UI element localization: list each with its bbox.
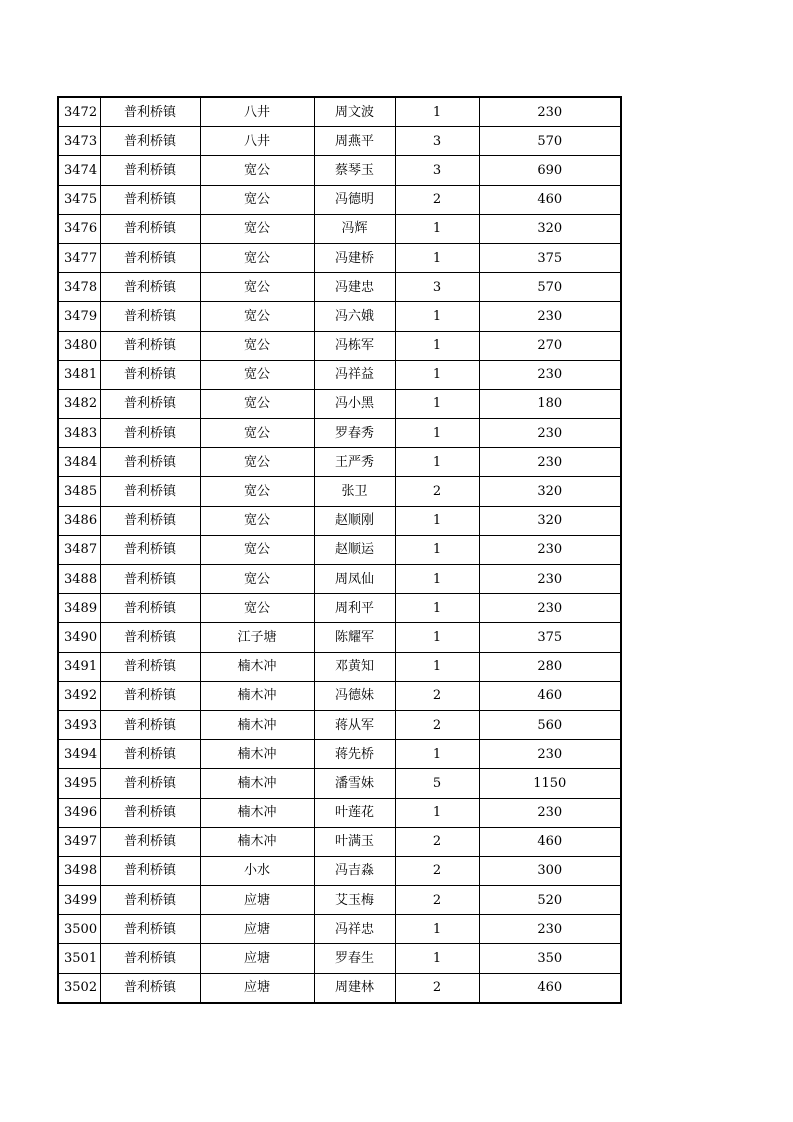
row-number-cell: 3493	[58, 710, 100, 739]
town-cell: 普利桥镇	[100, 769, 200, 798]
table-row	[58, 594, 621, 623]
name-cell: 赵顺运	[314, 535, 395, 564]
amount-cell: 230	[479, 740, 621, 769]
household-count-cell: 3	[395, 127, 479, 156]
row-number-cell: 3488	[58, 565, 100, 594]
town-cell: 普利桥镇	[100, 273, 200, 302]
town-cell: 普利桥镇	[100, 710, 200, 739]
household-count-cell: 2	[395, 856, 479, 885]
amount-cell: 570	[479, 127, 621, 156]
amount-cell: 230	[479, 360, 621, 389]
amount-cell: 460	[479, 681, 621, 710]
amount-cell: 300	[479, 856, 621, 885]
row-number-cell: 3481	[58, 360, 100, 389]
table-row	[58, 302, 621, 331]
town-cell: 普利桥镇	[100, 973, 200, 1003]
amount-cell: 230	[479, 302, 621, 331]
table-row	[58, 360, 621, 389]
table-row	[58, 915, 621, 944]
row-number-cell: 3473	[58, 127, 100, 156]
village-cell: 宽公	[200, 477, 314, 506]
village-cell: 宽公	[200, 214, 314, 243]
row-number-cell: 3472	[58, 97, 100, 127]
name-cell: 叶莲花	[314, 798, 395, 827]
amount-cell: 460	[479, 185, 621, 214]
town-cell: 普利桥镇	[100, 827, 200, 856]
name-cell: 罗春秀	[314, 419, 395, 448]
table-row	[58, 856, 621, 885]
row-number-cell: 3484	[58, 448, 100, 477]
village-cell: 宽公	[200, 185, 314, 214]
amount-cell: 230	[479, 97, 621, 127]
household-count-cell: 1	[395, 652, 479, 681]
town-cell: 普利桥镇	[100, 798, 200, 827]
row-number-cell: 3499	[58, 886, 100, 915]
amount-cell: 230	[479, 798, 621, 827]
household-count-cell: 5	[395, 769, 479, 798]
name-cell: 叶满玉	[314, 827, 395, 856]
amount-cell: 270	[479, 331, 621, 360]
amount-cell: 320	[479, 214, 621, 243]
row-number-cell: 3501	[58, 944, 100, 973]
village-cell: 楠木冲	[200, 681, 314, 710]
household-count-cell: 1	[395, 389, 479, 418]
table-row	[58, 127, 621, 156]
table-row	[58, 623, 621, 652]
town-cell: 普利桥镇	[100, 477, 200, 506]
amount-cell: 280	[479, 652, 621, 681]
row-number-cell: 3480	[58, 331, 100, 360]
table-row	[58, 565, 621, 594]
town-cell: 普利桥镇	[100, 535, 200, 564]
village-cell: 宽公	[200, 506, 314, 535]
table-row	[58, 243, 621, 272]
village-cell: 宽公	[200, 565, 314, 594]
town-cell: 普利桥镇	[100, 915, 200, 944]
village-cell: 楠木冲	[200, 827, 314, 856]
row-number-cell: 3478	[58, 273, 100, 302]
town-cell: 普利桥镇	[100, 389, 200, 418]
name-cell: 邓黄知	[314, 652, 395, 681]
amount-cell: 230	[479, 535, 621, 564]
name-cell: 罗春生	[314, 944, 395, 973]
household-count-cell: 2	[395, 886, 479, 915]
town-cell: 普利桥镇	[100, 681, 200, 710]
village-cell: 宽公	[200, 273, 314, 302]
amount-cell: 570	[479, 273, 621, 302]
amount-cell: 520	[479, 886, 621, 915]
amount-cell: 350	[479, 944, 621, 973]
town-cell: 普利桥镇	[100, 740, 200, 769]
amount-cell: 230	[479, 594, 621, 623]
table-row	[58, 506, 621, 535]
village-cell: 宽公	[200, 360, 314, 389]
village-cell: 小水	[200, 856, 314, 885]
name-cell: 冯六娥	[314, 302, 395, 331]
household-count-cell: 2	[395, 681, 479, 710]
amount-cell: 230	[479, 419, 621, 448]
household-count-cell: 1	[395, 740, 479, 769]
village-cell: 应塘	[200, 915, 314, 944]
row-number-cell: 3490	[58, 623, 100, 652]
table-row	[58, 97, 621, 127]
household-count-cell: 1	[395, 535, 479, 564]
data-table	[57, 96, 622, 1004]
row-number-cell: 3486	[58, 506, 100, 535]
name-cell: 周文波	[314, 97, 395, 127]
row-number-cell: 3502	[58, 973, 100, 1003]
household-count-cell: 1	[395, 565, 479, 594]
town-cell: 普利桥镇	[100, 623, 200, 652]
row-number-cell: 3487	[58, 535, 100, 564]
amount-cell: 320	[479, 506, 621, 535]
town-cell: 普利桥镇	[100, 886, 200, 915]
town-cell: 普利桥镇	[100, 214, 200, 243]
name-cell: 冯德明	[314, 185, 395, 214]
table-body	[58, 97, 621, 1003]
town-cell: 普利桥镇	[100, 652, 200, 681]
row-number-cell: 3498	[58, 856, 100, 885]
town-cell: 普利桥镇	[100, 856, 200, 885]
name-cell: 周利平	[314, 594, 395, 623]
amount-cell: 460	[479, 973, 621, 1003]
town-cell: 普利桥镇	[100, 506, 200, 535]
household-count-cell: 2	[395, 827, 479, 856]
table-row	[58, 477, 621, 506]
household-count-cell: 1	[395, 798, 479, 827]
town-cell: 普利桥镇	[100, 944, 200, 973]
row-number-cell: 3497	[58, 827, 100, 856]
household-count-cell: 1	[395, 214, 479, 243]
row-number-cell: 3495	[58, 769, 100, 798]
table-row	[58, 535, 621, 564]
row-number-cell: 3496	[58, 798, 100, 827]
name-cell: 冯辉	[314, 214, 395, 243]
household-count-cell: 1	[395, 302, 479, 331]
name-cell: 冯吉淼	[314, 856, 395, 885]
household-count-cell: 1	[395, 360, 479, 389]
household-count-cell: 1	[395, 448, 479, 477]
village-cell: 应塘	[200, 973, 314, 1003]
amount-cell: 230	[479, 448, 621, 477]
table-row	[58, 389, 621, 418]
household-count-cell: 1	[395, 944, 479, 973]
table-row	[58, 710, 621, 739]
row-number-cell: 3483	[58, 419, 100, 448]
row-number-cell: 3491	[58, 652, 100, 681]
name-cell: 冯建忠	[314, 273, 395, 302]
town-cell: 普利桥镇	[100, 127, 200, 156]
village-cell: 应塘	[200, 944, 314, 973]
household-count-cell: 2	[395, 185, 479, 214]
name-cell: 陈耀军	[314, 623, 395, 652]
town-cell: 普利桥镇	[100, 594, 200, 623]
table-row	[58, 798, 621, 827]
town-cell: 普利桥镇	[100, 331, 200, 360]
table-row	[58, 214, 621, 243]
town-cell: 普利桥镇	[100, 302, 200, 331]
town-cell: 普利桥镇	[100, 243, 200, 272]
row-number-cell: 3492	[58, 681, 100, 710]
table-row	[58, 448, 621, 477]
household-count-cell: 1	[395, 243, 479, 272]
village-cell: 楠木冲	[200, 740, 314, 769]
name-cell: 冯德妹	[314, 681, 395, 710]
amount-cell: 690	[479, 156, 621, 185]
row-number-cell: 3482	[58, 389, 100, 418]
amount-cell: 1150	[479, 769, 621, 798]
row-number-cell: 3494	[58, 740, 100, 769]
town-cell: 普利桥镇	[100, 419, 200, 448]
name-cell: 赵顺刚	[314, 506, 395, 535]
amount-cell: 375	[479, 243, 621, 272]
row-number-cell: 3479	[58, 302, 100, 331]
table-row	[58, 740, 621, 769]
row-number-cell: 3475	[58, 185, 100, 214]
table-row	[58, 827, 621, 856]
row-number-cell: 3500	[58, 915, 100, 944]
name-cell: 王严秀	[314, 448, 395, 477]
name-cell: 蔡琴玉	[314, 156, 395, 185]
town-cell: 普利桥镇	[100, 565, 200, 594]
household-count-cell: 1	[395, 97, 479, 127]
name-cell: 艾玉梅	[314, 886, 395, 915]
village-cell: 楠木冲	[200, 710, 314, 739]
table-row	[58, 886, 621, 915]
village-cell: 宽公	[200, 419, 314, 448]
household-count-cell: 3	[395, 156, 479, 185]
amount-cell: 230	[479, 565, 621, 594]
village-cell: 宽公	[200, 243, 314, 272]
amount-cell: 375	[479, 623, 621, 652]
row-number-cell: 3489	[58, 594, 100, 623]
amount-cell: 320	[479, 477, 621, 506]
table-row	[58, 156, 621, 185]
town-cell: 普利桥镇	[100, 156, 200, 185]
village-cell: 宽公	[200, 535, 314, 564]
village-cell: 楠木冲	[200, 769, 314, 798]
village-cell: 宽公	[200, 448, 314, 477]
household-count-cell: 1	[395, 623, 479, 652]
amount-cell: 460	[479, 827, 621, 856]
name-cell: 潘雪妹	[314, 769, 395, 798]
table-row	[58, 769, 621, 798]
amount-cell: 230	[479, 915, 621, 944]
table-row	[58, 652, 621, 681]
name-cell: 蒋先桥	[314, 740, 395, 769]
table-row	[58, 273, 621, 302]
household-count-cell: 2	[395, 710, 479, 739]
table-row	[58, 419, 621, 448]
row-number-cell: 3476	[58, 214, 100, 243]
table-row	[58, 973, 621, 1003]
village-cell: 宽公	[200, 156, 314, 185]
town-cell: 普利桥镇	[100, 360, 200, 389]
name-cell: 冯小黑	[314, 389, 395, 418]
row-number-cell: 3485	[58, 477, 100, 506]
name-cell: 冯祥益	[314, 360, 395, 389]
household-count-cell: 1	[395, 419, 479, 448]
name-cell: 冯祥忠	[314, 915, 395, 944]
village-cell: 宽公	[200, 302, 314, 331]
name-cell: 蒋从军	[314, 710, 395, 739]
name-cell: 周燕平	[314, 127, 395, 156]
name-cell: 张卫	[314, 477, 395, 506]
name-cell: 冯栋军	[314, 331, 395, 360]
village-cell: 宽公	[200, 331, 314, 360]
name-cell: 周凤仙	[314, 565, 395, 594]
household-count-cell: 2	[395, 973, 479, 1003]
table-row	[58, 944, 621, 973]
household-count-cell: 3	[395, 273, 479, 302]
row-number-cell: 3474	[58, 156, 100, 185]
amount-cell: 560	[479, 710, 621, 739]
household-count-cell: 1	[395, 506, 479, 535]
name-cell: 周建林	[314, 973, 395, 1003]
household-count-cell: 1	[395, 915, 479, 944]
table-row	[58, 185, 621, 214]
household-count-cell: 2	[395, 477, 479, 506]
village-cell: 八井	[200, 127, 314, 156]
household-count-cell: 1	[395, 594, 479, 623]
village-cell: 宽公	[200, 389, 314, 418]
village-cell: 应塘	[200, 886, 314, 915]
amount-cell: 180	[479, 389, 621, 418]
town-cell: 普利桥镇	[100, 185, 200, 214]
village-cell: 八井	[200, 97, 314, 127]
village-cell: 宽公	[200, 594, 314, 623]
town-cell: 普利桥镇	[100, 448, 200, 477]
household-count-cell: 1	[395, 331, 479, 360]
table-row	[58, 681, 621, 710]
table-row	[58, 331, 621, 360]
village-cell: 楠木冲	[200, 652, 314, 681]
village-cell: 江子塘	[200, 623, 314, 652]
name-cell: 冯建桥	[314, 243, 395, 272]
town-cell: 普利桥镇	[100, 97, 200, 127]
row-number-cell: 3477	[58, 243, 100, 272]
village-cell: 楠木冲	[200, 798, 314, 827]
